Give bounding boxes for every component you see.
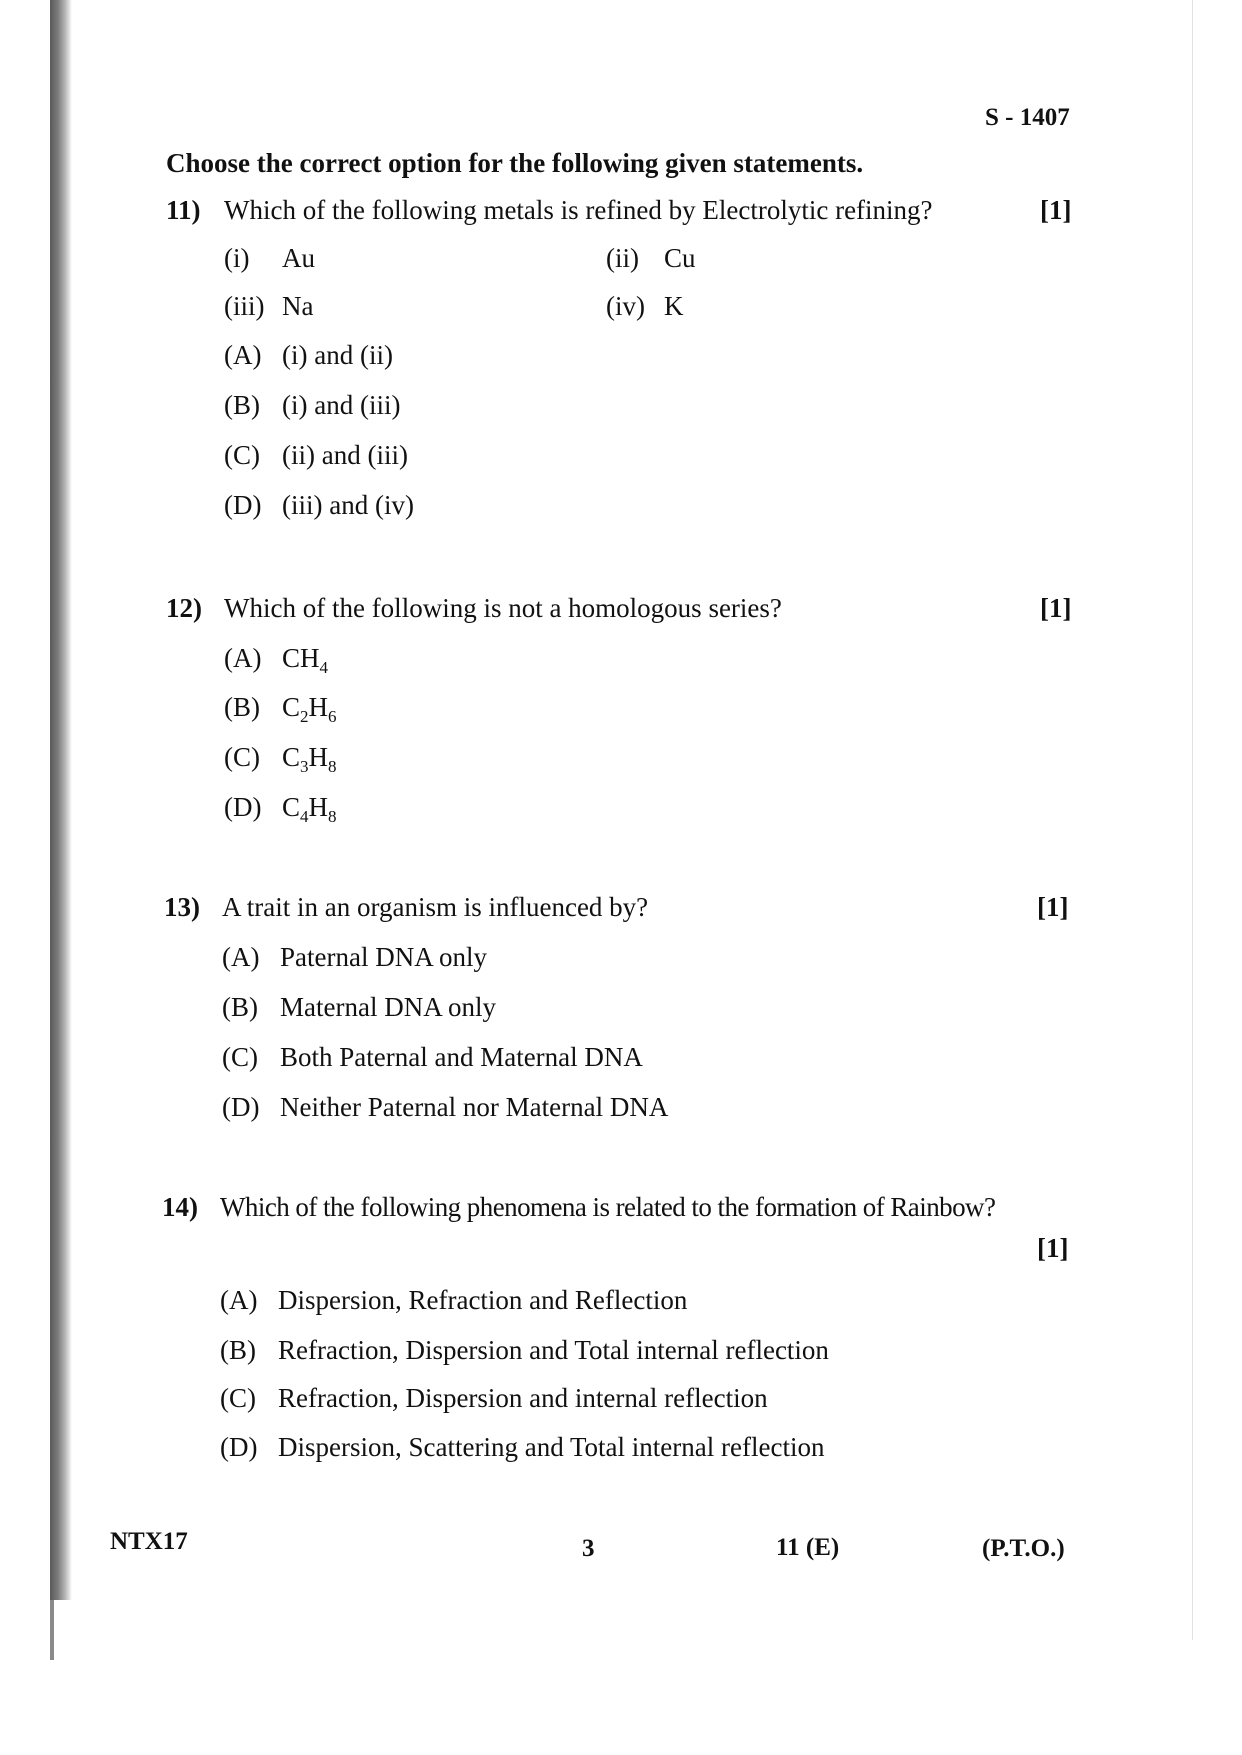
- formula-carbon-subscript: 2: [300, 707, 309, 726]
- option-label: (D): [224, 490, 262, 520]
- scan-edge-shadow-bottom: [50, 1600, 54, 1660]
- option-c[interactable]: [224, 742, 337, 776]
- formula-hydrogen: H: [308, 692, 329, 722]
- option-text: (ii) and (iii): [282, 440, 408, 470]
- option-text: (i) and (iii): [282, 390, 401, 420]
- option-a[interactable]: [220, 1285, 687, 1316]
- option-label: (D): [220, 1432, 258, 1462]
- option-text: Both Paternal and Maternal DNA: [280, 1042, 643, 1072]
- formula-hydrogen: H: [308, 742, 329, 772]
- option-c[interactable]: [222, 1042, 643, 1073]
- question-number: 13): [164, 892, 200, 922]
- item-value: Au: [282, 243, 315, 273]
- formula-carbon: C: [282, 643, 301, 673]
- series-code: NTX17: [110, 1528, 188, 1555]
- option-label: (B): [220, 1335, 256, 1365]
- option-a[interactable]: [224, 643, 329, 677]
- item-value: Cu: [664, 243, 696, 273]
- question-number: 14): [162, 1192, 198, 1222]
- item-label: (iv): [606, 291, 645, 321]
- pto-label: (P.T.O.): [982, 1535, 1065, 1562]
- option-label: (A): [224, 643, 262, 673]
- option-label: (C): [224, 742, 260, 772]
- list-item: [224, 243, 315, 274]
- formula-carbon-subscript: 3: [300, 757, 309, 776]
- formula-carbon: C: [282, 742, 301, 772]
- option-label: (D): [224, 792, 262, 822]
- item-label: (ii): [606, 243, 639, 273]
- question-marks: [1]: [1037, 1233, 1069, 1263]
- option-label: (C): [224, 440, 260, 470]
- option-text: Refraction, Dispersion and Total internal reflection: [278, 1335, 829, 1365]
- formula-hydrogen-subscript: 8: [328, 757, 337, 776]
- option-text: Dispersion, Refraction and Reflection: [278, 1285, 688, 1315]
- page-number: 3: [582, 1535, 595, 1562]
- option-label: (A): [224, 340, 262, 370]
- list-item: [606, 243, 696, 274]
- question-number: 11): [166, 195, 201, 225]
- option-label: (A): [222, 942, 260, 972]
- question-marks: [1]: [1037, 892, 1069, 922]
- option-d[interactable]: [222, 1092, 668, 1123]
- list-item: [224, 291, 313, 322]
- formula-hydrogen: H: [300, 643, 320, 673]
- formula-carbon: C: [282, 792, 301, 822]
- option-label: (B): [224, 692, 260, 722]
- option-text: Paternal DNA only: [280, 942, 487, 972]
- option-b[interactable]: [224, 390, 400, 421]
- option-label: (C): [222, 1042, 258, 1072]
- formula-hydrogen-subscript: 8: [328, 807, 337, 826]
- item-value: K: [664, 291, 684, 321]
- set-code: 11 (E): [776, 1534, 840, 1561]
- formula-hydrogen-subscript: 6: [328, 707, 337, 726]
- option-a[interactable]: [224, 340, 393, 371]
- question-marks: [1]: [1040, 593, 1072, 623]
- option-text: (i) and (ii): [282, 340, 393, 370]
- question-text: Which of the following metals is refined by Electrolytic refining?: [224, 195, 933, 225]
- paper-code: S - 1407: [985, 104, 1070, 131]
- scan-right-border: [1192, 0, 1193, 1640]
- option-d[interactable]: [224, 792, 337, 826]
- option-label: (B): [222, 992, 258, 1022]
- question-text: Which of the following is not a homologous series?: [224, 593, 782, 623]
- option-text: Dispersion, Scattering and Total internal reflection: [278, 1432, 825, 1462]
- option-a[interactable]: [222, 942, 487, 973]
- option-b[interactable]: [220, 1335, 829, 1366]
- option-b[interactable]: [222, 992, 496, 1023]
- option-label: (D): [222, 1092, 260, 1122]
- question-text: A trait in an organism is influenced by?: [222, 892, 649, 922]
- option-b[interactable]: [224, 692, 337, 726]
- formula-hydrogen: H: [308, 792, 329, 822]
- option-text: Neither Paternal nor Maternal DNA: [280, 1092, 669, 1122]
- formula-hydrogen-subscript: 4: [319, 658, 329, 677]
- option-label: (C): [220, 1383, 256, 1413]
- option-d[interactable]: [220, 1432, 824, 1463]
- option-d[interactable]: [224, 490, 414, 521]
- option-c[interactable]: [220, 1383, 768, 1414]
- scan-edge-shadow: [50, 0, 72, 1600]
- instruction: Choose the correct option for the following given statements.: [166, 148, 864, 178]
- formula-carbon-subscript: 4: [300, 807, 309, 826]
- option-text: (iii) and (iv): [282, 490, 414, 520]
- list-item: [606, 291, 684, 322]
- item-label: (i): [224, 243, 250, 273]
- question-text: Which of the following phenomena is related to the formation of Rainbow?: [220, 1192, 996, 1222]
- option-c[interactable]: [224, 440, 408, 471]
- option-label: (A): [220, 1285, 258, 1315]
- option-label: (B): [224, 390, 260, 420]
- item-value: Na: [282, 291, 314, 321]
- option-text: Refraction, Dispersion and internal reflection: [278, 1383, 768, 1413]
- option-text: Maternal DNA only: [280, 992, 496, 1022]
- item-label: (iii): [224, 291, 265, 321]
- question-number: 12): [166, 593, 202, 623]
- question-marks: [1]: [1040, 195, 1072, 225]
- formula-carbon: C: [282, 692, 301, 722]
